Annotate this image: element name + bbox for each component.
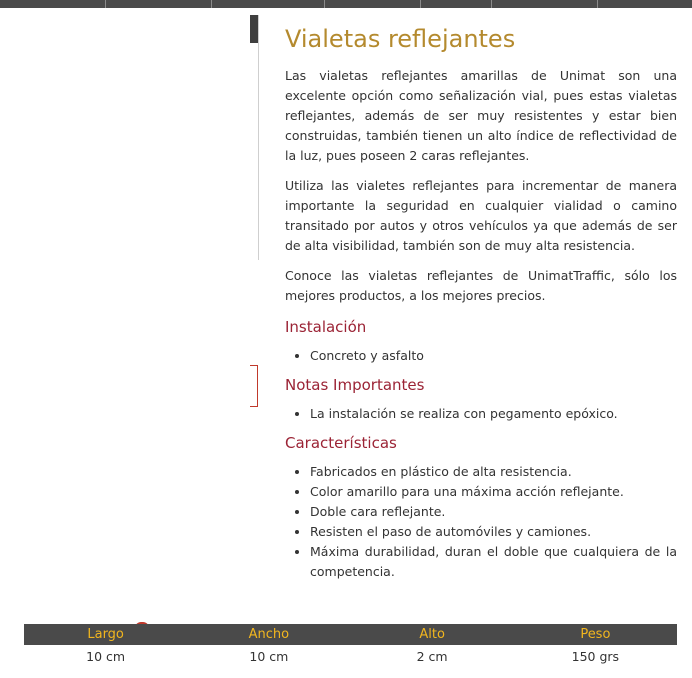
- list-item: • Concreto y asfalto: [310, 346, 677, 366]
- section-heading-notas: Notas Importantes: [285, 376, 425, 394]
- list-item: • La instalación se realiza con pegamento epóxico.: [310, 404, 677, 424]
- table-header-row: [24, 624, 677, 645]
- nav-tab[interactable]: [598, 0, 692, 8]
- instalacion-list: [285, 346, 677, 366]
- description-paragraph: Conoce las vialetas reflejantes de UnimatTraffic, sólo los mejores productos, a los mejores precios.: [285, 268, 677, 303]
- nav-tab[interactable]: [325, 0, 421, 8]
- notas-list: [285, 404, 677, 424]
- table-row: [24, 645, 677, 667]
- nav-tab[interactable]: [106, 0, 212, 8]
- product-description: [285, 22, 677, 590]
- list-item: • Máxima durabilidad, duran el doble que cualquiera de la competencia.: [310, 542, 677, 582]
- nav-tab[interactable]: [421, 0, 492, 8]
- scrollbar-thumb[interactable]: [250, 15, 258, 43]
- list-item: • Color amarillo para una máxima acción reflejante.: [310, 482, 677, 502]
- sidebar-marker: [250, 365, 258, 407]
- column-header-peso: Peso: [514, 624, 677, 645]
- column-header-ancho: Ancho: [187, 624, 350, 645]
- nav-tab[interactable]: [492, 0, 598, 8]
- specs-table: [24, 624, 677, 667]
- sidebar-scrollbar[interactable]: [250, 15, 259, 260]
- caracteristicas-list: [285, 462, 677, 582]
- cell-alto: 2 cm: [416, 648, 448, 664]
- description-paragraph: Las vialetas reflejantes amarillas de Unimat son una excelente opción como señalización vial, pues estas vialetas reflejantes, además de ser muy resistentes y estar bien construidas, también tienen un alto índice de reflectividad de la luz, pues poseen 2 caras reflejantes.: [285, 68, 677, 163]
- section-heading-caracteristicas: Características: [285, 434, 397, 452]
- list-item: • Resisten el paso de automóviles y camiones.: [310, 522, 677, 542]
- list-item: • Fabricados en plástico de alta resistencia.: [310, 462, 677, 482]
- cell-ancho: 10 cm: [249, 648, 289, 664]
- list-item: • Doble cara reflejante.: [310, 502, 677, 522]
- top-nav-bar: [0, 0, 692, 8]
- cell-peso: 150 grs: [571, 648, 620, 664]
- nav-tab[interactable]: [212, 0, 325, 8]
- column-header-alto: Alto: [351, 624, 514, 645]
- page-title: Vialetas reflejantes: [285, 25, 516, 53]
- section-heading-instalacion: Instalación: [285, 318, 367, 336]
- cell-largo: 10 cm: [86, 648, 126, 664]
- column-header-largo: Largo: [24, 624, 187, 645]
- nav-tab[interactable]: [0, 0, 106, 8]
- description-paragraph: Utiliza las vialetes reflejantes para incrementar de manera importante la seguridad en cualquier vialidad o camino transitado por autos y otros vehículos ya que además de ser de alta visibilidad, también son de muy alta resistencia.: [285, 178, 677, 253]
